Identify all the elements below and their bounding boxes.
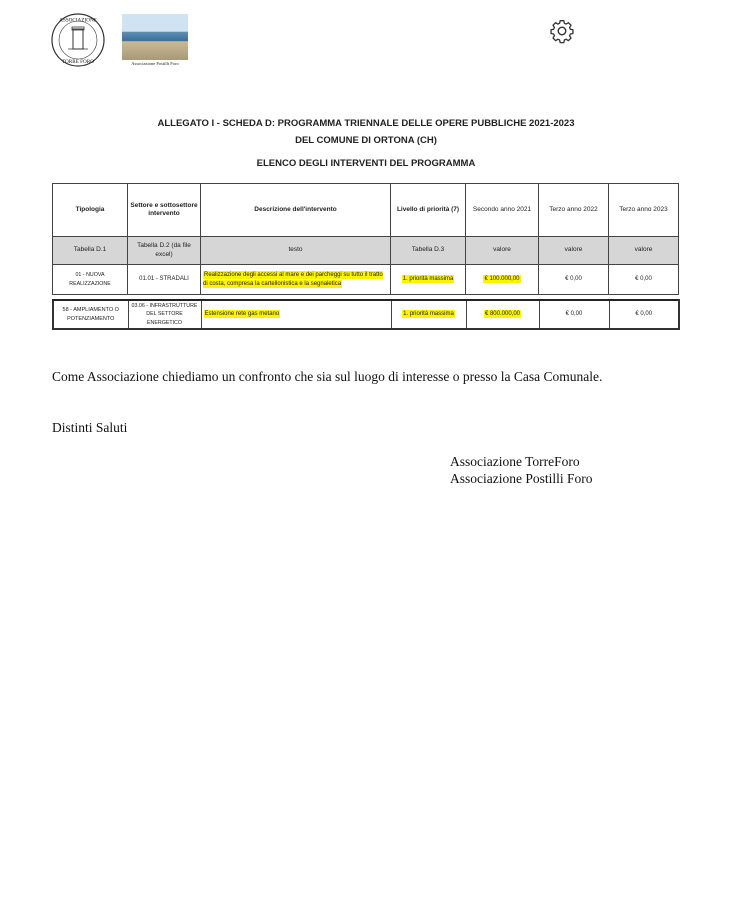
table-subheader-row: [53, 237, 679, 265]
subheader-secondo-anno: valore: [466, 237, 539, 265]
highlighted-amount: € 800.000,00: [484, 311, 521, 318]
cell-settore: 01.01 - STRADALI: [128, 265, 201, 295]
interventions-table-second: [52, 299, 680, 330]
header-terzo-anno: Terzo anno 2022: [539, 184, 609, 237]
highlighted-priority: 1. priorità massima: [403, 311, 454, 318]
closing-salutation: Distinti Saluti: [52, 420, 128, 435]
cell-terzo-anno: € 0,00: [539, 300, 609, 329]
header-tipologia: Tipologia: [53, 184, 128, 237]
cell-tipologia: 01 - NUOVA REALIZZAZIONE: [53, 265, 128, 295]
highlighted-amount: € 100.000,00: [484, 276, 520, 283]
highlighted-priority: 1. priorità massima: [402, 276, 454, 283]
cell-settore: 03.06 - INFRASTRUTTURE DEL SETTORE ENERGETICO: [128, 300, 201, 329]
subheader-settore: Tabella D.2 (da file excel): [128, 237, 201, 265]
cell-livello: [391, 300, 466, 329]
seal-text-bottom: TORRE FORO: [61, 59, 95, 65]
torre-foro-seal-logo: [50, 12, 106, 68]
highlighted-description: Estensione rete gas metano: [204, 311, 280, 318]
cell-tipologia: 58 - AMPLIAMENTO O POTENZIAMENTO: [53, 300, 128, 329]
signature-torre-foro: Associazione TorreForo: [450, 454, 580, 469]
cell-secondo-anno: [466, 265, 539, 295]
document-section-title: ELENCO DEGLI INTERVENTI DEL PROGRAMMA: [256, 158, 476, 169]
header-descrizione: Descrizione dell'intervento: [201, 184, 391, 237]
subheader-descrizione: testo: [201, 237, 391, 265]
subheader-livello: Tabella D.3: [391, 237, 466, 265]
cell-descrizione: [201, 300, 391, 329]
gear-icon[interactable]: [549, 18, 575, 44]
postilli-foro-photo-logo: [122, 14, 188, 60]
cell-terzo-anno: € 0,00: [539, 265, 609, 295]
table-row: [53, 265, 679, 295]
interventions-table: [52, 183, 679, 295]
cell-secondo-anno: [466, 300, 539, 329]
header-livello: Livello di priorità (7): [391, 184, 466, 237]
document-subtitle-comune: DEL COMUNE DI ORTONA (CH): [295, 135, 437, 146]
document-title: ALLEGATO I - SCHEDA D: PROGRAMMA TRIENNALE DELLE OPERE PUBBLICHE 2021-2023: [157, 118, 575, 129]
highlighted-description: Realizzazione degli accessi al mare e dei parcheggi su tutto il tratto di costa, compresa la cartellonistica e la segnaletica: [203, 272, 383, 287]
signature-postilli-foro: Associazione Postilli Foro: [450, 471, 593, 486]
subheader-terzo-anno: valore: [539, 237, 609, 265]
table-header-row: [53, 184, 679, 237]
cell-livello: [391, 265, 466, 295]
header-settore: Settore e sottosettore intervento: [128, 184, 201, 237]
photo-logo-caption: Associazione Postilli Foro: [131, 61, 179, 66]
cell-descrizione: [201, 265, 391, 295]
cell-terzo-anno-2023: € 0,00: [609, 300, 679, 329]
header-secondo-anno: Secondo anno 2021: [466, 184, 539, 237]
seal-text-top: ASSOCIAZIONE: [59, 17, 97, 24]
header-terzo-anno-2023: Terzo anno 2023: [609, 184, 679, 237]
subheader-tipologia: Tabella D.1: [53, 237, 128, 265]
subheader-terzo-anno-2023: valore: [609, 237, 679, 265]
request-paragraph: Come Associazione chiediamo un confronto che sia sul luogo di interesse o presso la Casa Comunale.: [52, 369, 603, 384]
table-row: [53, 300, 679, 329]
cell-terzo-anno-2023: € 0,00: [609, 265, 679, 295]
